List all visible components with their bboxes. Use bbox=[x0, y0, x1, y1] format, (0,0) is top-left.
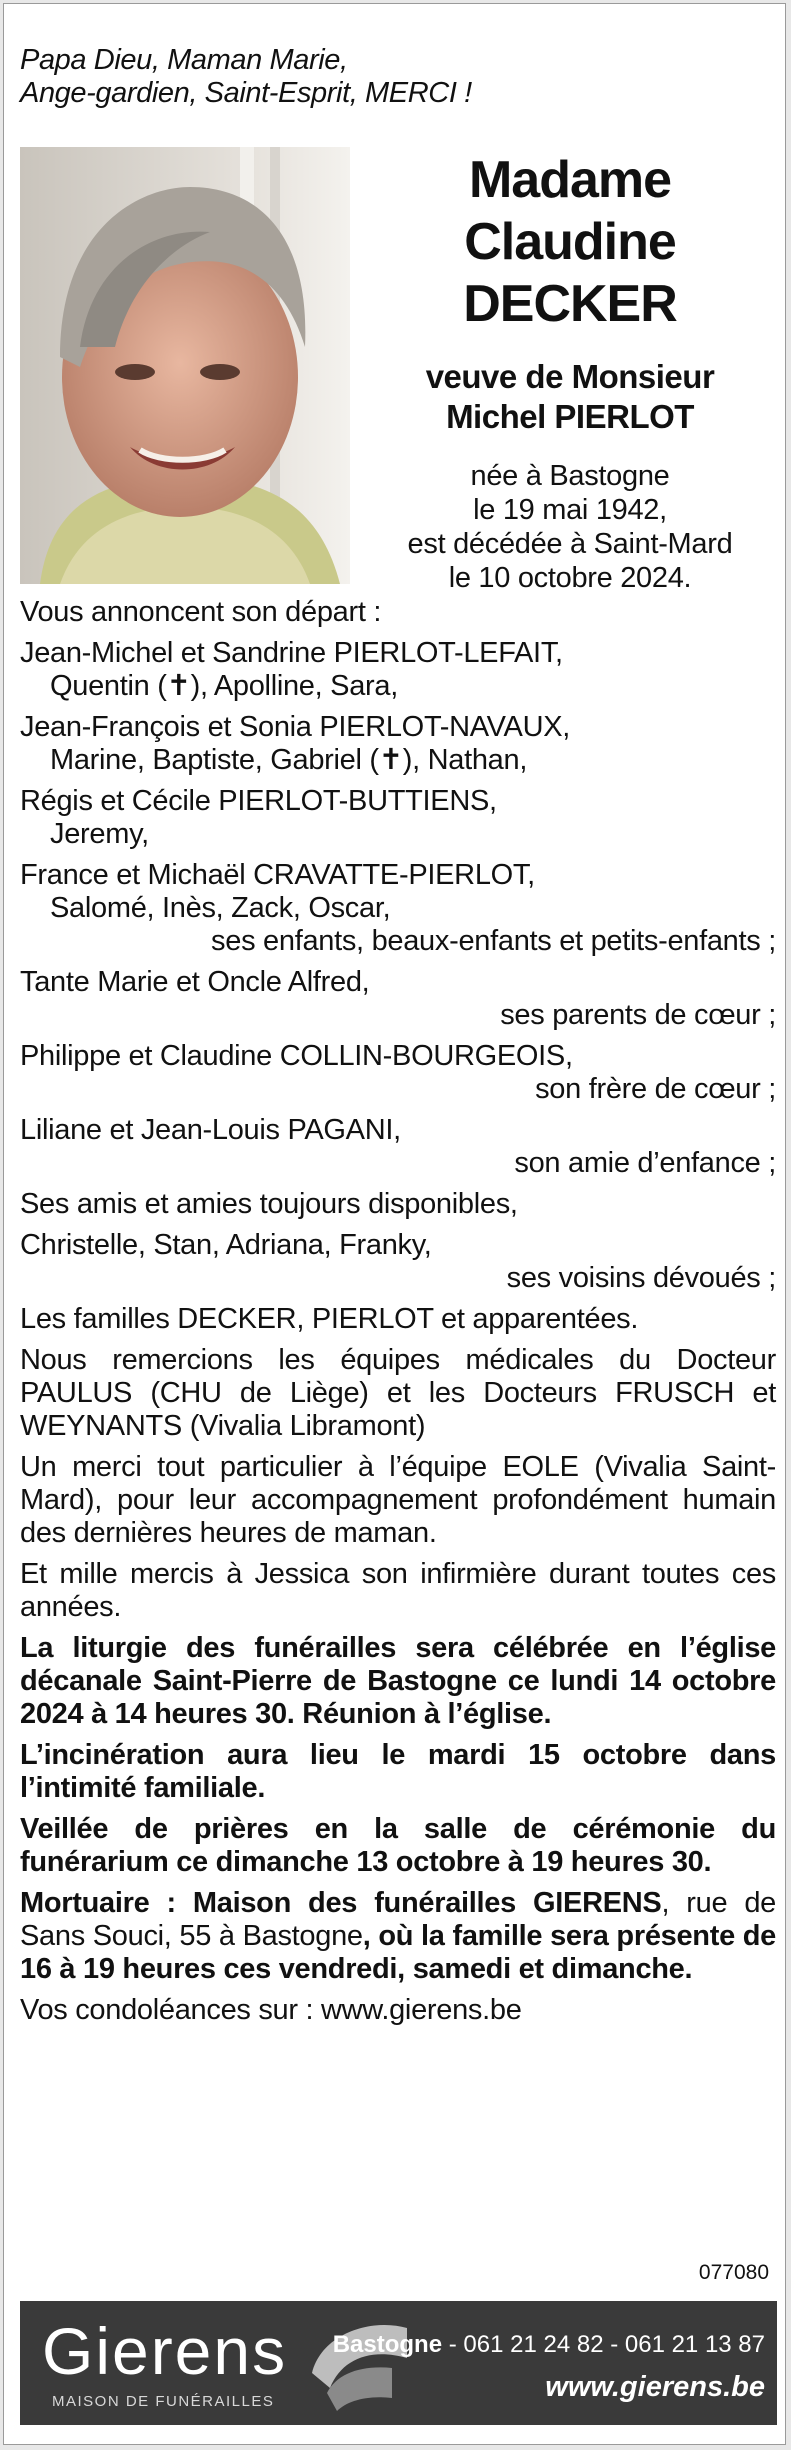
title-line: Claudine DECKER bbox=[463, 213, 677, 333]
family-line: Ses amis et amies toujours disponibles, bbox=[20, 1188, 518, 1220]
family-line: Jean-Michel et Sandrine PIERLOT-LEFAIT, bbox=[20, 637, 563, 669]
intro-line: Papa Dieu, Maman Marie, bbox=[20, 44, 348, 76]
widow-line: Michel PIERLOT bbox=[446, 398, 694, 435]
birth-line: le 10 octobre 2024. bbox=[448, 562, 692, 594]
family-block bbox=[20, 1040, 776, 1106]
mortuary-bold: , où la famille sera présente de 16 à 19 heures ces vendredi, samedi et dimanche. bbox=[20, 1920, 777, 1985]
website-link[interactable]: www.gierens.be bbox=[545, 2371, 765, 2403]
thanks-paragraph: Un merci tout particulier à l’équipe EOLE (Vivalia Saint-Mard), pour leur accompagnement profondément humain des dernières heures de maman. bbox=[20, 1451, 776, 1549]
family-block bbox=[20, 1114, 776, 1180]
obituary-page bbox=[3, 3, 786, 2445]
thanks-paragraph: Et mille mercis à Jessica son infirmière durant toutes ces années. bbox=[20, 1558, 776, 1623]
condolences-line: Vos condoléances sur : www.gierens.be bbox=[20, 1994, 522, 2026]
portrait-photo bbox=[20, 147, 350, 584]
family-line: Régis et Cécile PIERLOT-BUTTIENS, bbox=[20, 785, 497, 817]
intro-prayer bbox=[20, 44, 472, 110]
family-line: Liliane et Jean-Louis PAGANI, bbox=[20, 1114, 401, 1146]
birth-line: est décédée à Saint-Mard bbox=[407, 528, 733, 560]
family-line: France et Michaël CRAVATTE-PIERLOT, bbox=[20, 859, 535, 891]
vigil-paragraph: Veillée de prières en la salle de cérémonie du funérarium ce dimanche 13 octobre à 19 heures 30. bbox=[20, 1813, 776, 1878]
mortuary-address: , rue de Sans Souci, 55 à Bastogne bbox=[20, 1887, 776, 1952]
funeral-home-banner bbox=[20, 2301, 777, 2425]
portrait-image bbox=[20, 147, 350, 584]
thanks-paragraph: Nous remercions les équipes médicales du Docteur PAULUS (CHU de Liège) et les Docteurs FRUSCH et WEYNANTS (Vivalia Libramont) bbox=[20, 1344, 776, 1442]
birth-death-info bbox=[364, 459, 776, 595]
family-role: son frère de cœur ; bbox=[535, 1073, 776, 1105]
deceased-name bbox=[364, 149, 776, 335]
funeral-home-logo: Gierens bbox=[42, 2314, 288, 2388]
mortuary-bold: Mortuaire : Maison des funérailles GIERENS bbox=[20, 1887, 662, 1919]
family-block: Les familles DECKER, PIERLOT et apparentées. bbox=[20, 1303, 639, 1335]
family-line: Jeremy, bbox=[50, 818, 149, 850]
family-line: Tante Marie et Oncle Alfred, bbox=[20, 966, 370, 998]
family-block bbox=[20, 1188, 776, 1221]
obituary-body bbox=[20, 596, 776, 2035]
family-block bbox=[20, 966, 776, 1032]
mortuary-paragraph bbox=[20, 1887, 776, 1986]
funeral-home-tagline: MAISON DE FUNÉRAILLES bbox=[52, 2393, 275, 2410]
family-block bbox=[20, 711, 776, 777]
family-line: Marine, Baptiste, Gabriel (✝), Nathan, bbox=[50, 744, 528, 776]
family-block bbox=[20, 637, 776, 703]
family-role: ses enfants, beaux-enfants et petits-enfants ; bbox=[211, 925, 776, 957]
intro-line: Ange-gardien, Saint-Esprit, MERCI ! bbox=[20, 77, 472, 109]
family-role: ses parents de cœur ; bbox=[500, 999, 776, 1031]
family-line: Christelle, Stan, Adriana, Franky, bbox=[20, 1229, 432, 1261]
family-block bbox=[20, 1229, 776, 1295]
reference-number: 077080 bbox=[698, 2261, 769, 2284]
title-line: Madame bbox=[468, 151, 672, 209]
family-block bbox=[20, 785, 776, 851]
family-block bbox=[20, 859, 776, 958]
obituary-header bbox=[364, 147, 776, 595]
family-line: Salomé, Inès, Zack, Oscar, bbox=[50, 892, 391, 924]
contact-city: Bastogne bbox=[332, 2331, 443, 2358]
contact-phone-numbers: - 061 21 24 82 - 061 21 13 87 bbox=[442, 2331, 765, 2358]
family-role: ses voisins dévoués ; bbox=[506, 1262, 776, 1294]
widow-of bbox=[364, 357, 776, 437]
contact-phones bbox=[333, 2331, 765, 2359]
birth-line: le 19 mai 1942, bbox=[473, 494, 667, 526]
birth-line: née à Bastogne bbox=[470, 460, 670, 492]
announce-line: Vous annoncent son départ : bbox=[20, 596, 382, 628]
family-line: Philippe et Claudine COLLIN-BOURGEOIS, bbox=[20, 1040, 573, 1072]
widow-line: veuve de Monsieur bbox=[425, 358, 715, 395]
logo-emblem-icon bbox=[302, 2313, 412, 2413]
family-role: son amie d’enfance ; bbox=[514, 1147, 776, 1179]
liturgy-paragraph: La liturgie des funérailles sera célébrée en l’église décanale Saint-Pierre de Bastogne ce lundi 14 octobre 2024 à 14 heures 30. Réunion à l’église. bbox=[20, 1632, 776, 1730]
family-line: Quentin (✝), Apolline, Sara, bbox=[50, 670, 398, 702]
cremation-paragraph: L’incinération aura lieu le mardi 15 octobre dans l’intimité familiale. bbox=[20, 1739, 776, 1804]
family-line: Jean-François et Sonia PIERLOT-NAVAUX, bbox=[20, 711, 571, 743]
